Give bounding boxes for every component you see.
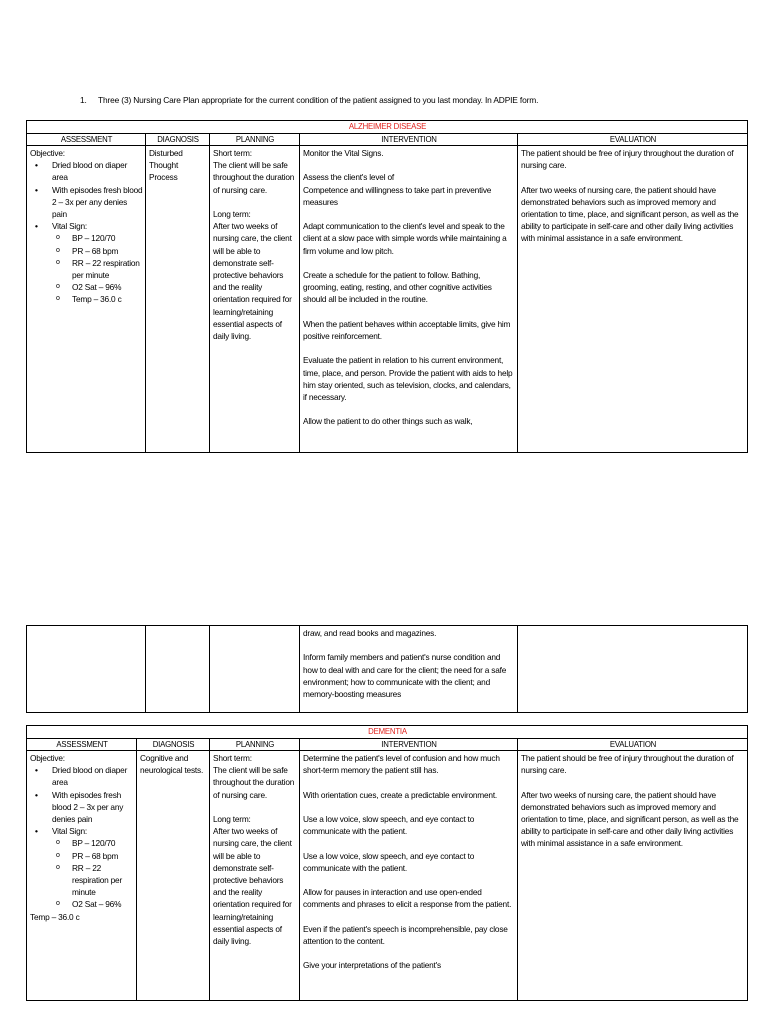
intervention-item: Use a low voice, slow speech, and eye contact to communicate with the patient. — [303, 813, 475, 837]
care-plan-table-dementia — [26, 725, 748, 1001]
planning-cell — [210, 751, 300, 1001]
vital-item: o RR – 22 respiration per minute — [72, 257, 143, 281]
planning-long-term: Long term: After two weeks of nursing care, the client will be able to demonstrate self-protective behaviors and the reality orientation required for learning/retaining essential aspects of daily living. — [213, 209, 292, 342]
evaluation-item: The patient should be free of injury throughout the duration of nursing care. — [521, 753, 734, 776]
intervention-item: Even if the patient's speech is incomprehensible, pay close attention to the content. — [303, 923, 508, 946]
assessment-cell — [27, 626, 146, 713]
instruction-line — [80, 95, 720, 105]
assessment-heading: Objective: — [30, 753, 65, 763]
assessment-heading: Objective: — [30, 148, 65, 158]
column-header-assessment: ASSESSMENT — [27, 133, 146, 146]
planning-short-term: Short term: The client will be safe throughout the duration of nursing care. — [213, 148, 295, 195]
intervention-item: Inform family members and patient's nurse condition and how to deal with and care for the client; the need for a safe environment; how to communicate with the client; and memory-boosting measures — [303, 652, 507, 699]
vital-item: o O2 Sat – 96% — [72, 898, 134, 910]
vital-signs-list — [52, 232, 143, 305]
column-header-intervention: INTERVENTION — [300, 133, 518, 146]
intervention-cell — [300, 146, 518, 453]
care-plan-table-alzheimer-continued — [26, 625, 748, 713]
column-header-diagnosis: DIAGNOSIS — [146, 133, 210, 146]
assessment-cell — [27, 146, 146, 453]
diagnosis-cell: Cognitive and neurological tests. — [137, 751, 210, 1001]
evaluation-cell — [518, 751, 748, 1001]
list-item: • Dried blood on diaper area — [52, 764, 134, 788]
intervention-item: Create a schedule for the patient to follow. Bathing, grooming, eating, resting, and other cognitive activities should all be included in the routine. — [303, 269, 492, 305]
vital-signs-list — [52, 837, 134, 910]
evaluation-cell — [518, 626, 748, 713]
planning-long-term: Long term: After two weeks of nursing care, the client will be able to demonstrate self-protective behaviors and the reality orientation required for learning/retaining essential aspects of daily living. — [213, 814, 292, 947]
evaluation-item: After two weeks of nursing care, the patient should have demonstrated behaviors such as improved memory and orientation to time, place, and significant person, as well as the ability to participate in self-care and other daily living activities with minimal assistance in a safe environment. — [521, 789, 739, 849]
planning-cell — [210, 626, 300, 713]
planning-cell — [210, 146, 300, 453]
vital-item: o PR – 68 bpm — [72, 850, 134, 862]
intervention-item: Allow the patient to do other things such as walk, — [303, 416, 473, 427]
intervention-item: Evaluate the patient in relation to his current environment, time, place, and person. Provide the patient with aids to help him stay oriented, such as television, clocks, and calendars, if necessary. — [303, 355, 513, 402]
assessment-list — [30, 764, 134, 910]
list-item: • Vital Sign: o BP – 120/70 o PR – 68 bpm o RR – 22 respiration per minute o O2 Sat – 96% o Temp – 36.0 c — [52, 220, 143, 305]
list-item: • With episodes fresh blood 2 – 3x per any denies pain — [52, 789, 134, 826]
vital-item: o BP – 120/70 — [72, 837, 134, 849]
vital-item: o BP – 120/70 — [72, 232, 143, 244]
assessment-temp: Temp – 36.0 c — [30, 911, 80, 922]
diagnosis-cell — [146, 626, 210, 713]
evaluation-cell — [518, 146, 748, 453]
intervention-item: Determine the patient's level of confusion and how much short-term memory the patient still has. — [303, 753, 500, 776]
intervention-cell — [300, 751, 518, 1001]
intervention-item: Use a low voice, slow speech, and eye contact to communicate with the patient. — [303, 850, 475, 873]
assessment-list — [30, 159, 143, 305]
assessment-cell — [27, 751, 137, 1001]
intervention-item: Allow for pauses in interaction and use open-ended comments and phrases to elicit a response from the patient. — [303, 887, 512, 910]
intervention-item: Monitor the Vital Signs. — [303, 148, 384, 158]
evaluation-item: The patient should be free of injury throughout the duration of nursing care. — [521, 148, 734, 171]
column-header-planning: PLANNING — [210, 133, 300, 146]
vital-item: o O2 Sat – 96% — [72, 281, 143, 293]
planning-short-term: Short term: The client will be safe throughout the duration of nursing care. — [213, 753, 295, 800]
column-header-diagnosis: DIAGNOSIS — [137, 738, 210, 751]
diagnosis-cell: Disturbed Thought Process — [146, 146, 210, 453]
care-plan-table-alzheimer — [26, 120, 748, 453]
intervention-item: Adapt communication to the client's level and speak to the client at a slow pace with simple words while maintaining a firm volume and low pitch. — [303, 221, 507, 256]
table-title: ALZHEIMER DISEASE — [27, 121, 748, 134]
intervention-cell — [300, 626, 518, 713]
column-header-planning: PLANNING — [210, 738, 300, 751]
vital-item: o PR – 68 bpm — [72, 245, 143, 257]
list-item: • Vital Sign: o BP – 120/70 o PR – 68 bpm o RR – 22 respiration per minute o O2 Sat – 96% — [52, 825, 134, 910]
intervention-item: Assess the client's level of Competence and willingness to take part in preventive measures — [303, 172, 492, 207]
intervention-item: When the patient behaves within acceptable limits, give him positive reinforcement. — [303, 318, 511, 341]
column-header-evaluation: EVALUATION — [518, 738, 748, 751]
evaluation-item: After two weeks of nursing care, the patient should have demonstrated behaviors such as improved memory and orientation to time, place, and significant person, as well as the ability to participate in self-care and other daily living activities with minimal assistance in a safe environment. — [521, 184, 739, 244]
column-header-evaluation: EVALUATION — [518, 133, 748, 146]
table-title: DEMENTIA — [27, 726, 748, 739]
intervention-item: draw, and read books and magazines. — [303, 628, 437, 638]
vital-item: o Temp – 36.0 c — [72, 293, 143, 305]
list-item: • With episodes fresh blood 2 – 3x per any denies pain — [52, 184, 143, 221]
column-header-assessment: ASSESSMENT — [27, 738, 137, 751]
vital-item: o RR – 22 respiration per minute — [72, 862, 134, 899]
instruction-number: 1. — [80, 95, 87, 105]
column-header-intervention: INTERVENTION — [300, 738, 518, 751]
intervention-item: With orientation cues, create a predictable environment. — [303, 789, 498, 800]
intervention-item: Give your interpretations of the patient's — [303, 960, 441, 971]
list-item: • Dried blood on diaper area — [52, 159, 143, 183]
instruction-text: Three (3) Nursing Care Plan appropriate for the current condition of the patient assigned to you last monday. In ADPIE form. — [98, 95, 539, 105]
